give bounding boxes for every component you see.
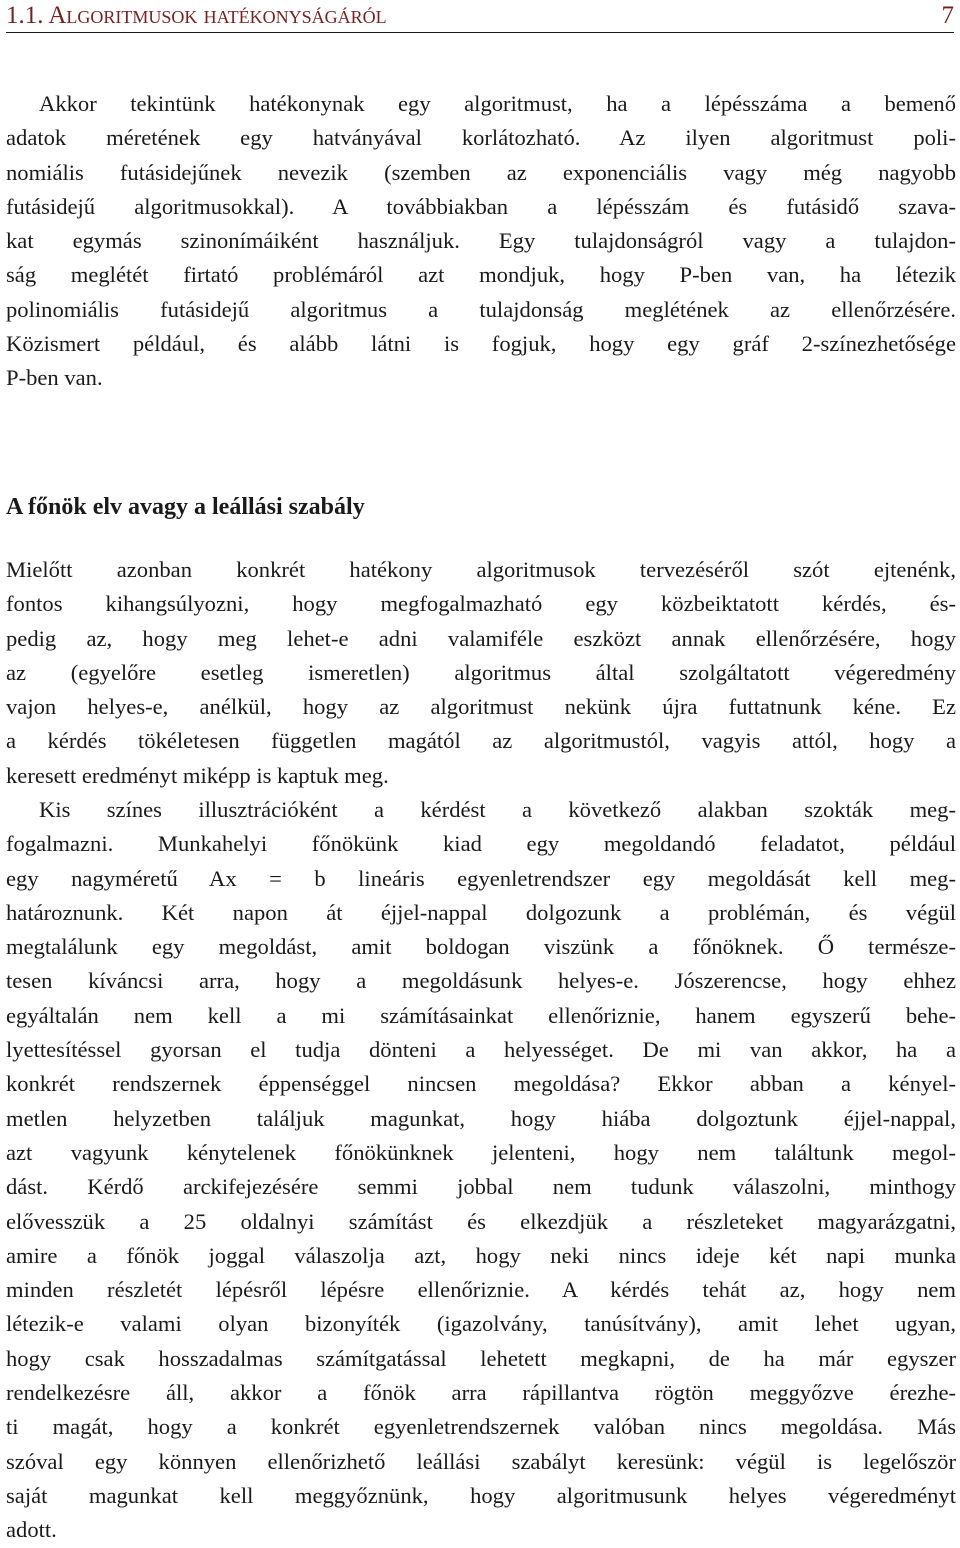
text-line: saját magunkat kell meggyőznünk, hogy algoritmusunk helyes végeredményt	[6, 1482, 956, 1508]
text-line: lyettesítéssel gyorsan el tudja dönteni a helyességet. De mi van akkor, ha a	[6, 1037, 956, 1063]
text-line: a kérdés tökéletesen független magától az algoritmustól, vagyis attól, hogy a	[6, 728, 956, 754]
text-line: megtalálunk egy megoldást, amit boldogan viszünk a főnöknek. Ő természe-	[6, 934, 956, 960]
text-line: Mielőtt azonban konkrét hatékony algoritmusok tervezéséről szót ejtenénk,	[6, 557, 956, 582]
text-line: határoznunk. Két napon át éjjel-nappal dolgozunk a problémán, és végül	[6, 899, 956, 925]
text-line: kat egymás szinonímáiként használjuk. Egy tulajdonságról vagy a tulajdon-	[6, 228, 956, 254]
text-line: adott.	[6, 1517, 57, 1543]
text-line: hogy csak hosszadalmas számítgatással lehetett megkapni, de ha már egyszer	[6, 1345, 956, 1371]
text-line: az (egyelőre esetleg ismeretlen) algoritmus által szolgáltatott végeredmény	[6, 659, 956, 685]
text-line: nomiális futásidejűnek nevezik (szemben az exponenciális vagy még nagyobb	[6, 159, 956, 185]
text-line: futásidejű algoritmusokkal). A továbbiakban a lépésszám és futásidő szava-	[6, 193, 956, 219]
text-line: elővesszük a 25 oldalnyi számítást és elkezdjük a részleteket magyarázgatni,	[6, 1208, 956, 1234]
text-line: minden részletét lépésről lépésre ellenőriznie. A kérdés tehát az, hogy nem	[6, 1277, 956, 1303]
text-line: Akkor tekintünk hatékonynak egy algoritmust, ha a lépésszáma a bemenő	[39, 91, 956, 116]
text-line: metlen helyzetben találjuk magunkat, hogy hiába dolgoztunk éjjel-nappal,	[6, 1105, 956, 1131]
text-line: adatok méretének egy hatványával korlátozható. Az ilyen algoritmust poli-	[6, 125, 956, 151]
text-line: konkrét rendszernek éppenséggel nincsen megoldása? Ekkor abban a kényel-	[6, 1071, 956, 1097]
text-line: amire a főnök joggal válaszolja azt, hogy neki nincs ideje két napi munka	[6, 1242, 956, 1268]
text-line: egy nagyméretű Ax = b lineáris egyenletrendszer egy megoldását kell meg-	[6, 865, 956, 891]
section-paragraph	[6, 793, 956, 1548]
text-line: dást. Kérdő arckifejezésére semmi jobbal nem tudunk válaszolni, minthogy	[6, 1174, 956, 1200]
section-title: A főnök elv avagy a leállási szabály	[6, 494, 365, 520]
text-line: polinomiális futásidejű algoritmus a tulajdonság meglétének az ellenőrzésére.	[6, 296, 956, 322]
text-line: azt vagyunk kénytelenek főnökünknek jelenteni, hogy nem találtunk megol-	[6, 1139, 956, 1165]
intro-paragraph	[6, 87, 956, 396]
text-line: ti magát, hogy a konkrét egyenletrendszernek valóban nincs megoldása. Más	[6, 1414, 956, 1440]
text-line: ság meglétét firtató problémáról azt mondjuk, hogy P-ben van, ha létezik	[6, 262, 956, 288]
text-line: tesen kíváncsi arra, hogy a megoldásunk helyes-e. Jószerencse, hogy ehhez	[6, 968, 956, 994]
text-line: fogalmazni. Munkahelyi főnökünk kiad egy megoldandó feladatot, például	[6, 831, 956, 857]
text-line: Kis színes illusztrációként a kérdést a következő alakban szokták meg-	[39, 797, 956, 822]
text-line: P-ben van.	[6, 365, 103, 391]
text-line: rendelkezésre áll, akkor a főnök arra rápillantva rögtön meggyőzve érezhe-	[6, 1380, 956, 1406]
running-head	[6, 0, 954, 33]
text-line: fontos kihangsúlyozni, hogy megfogalmazható egy közbeiktatott kérdés, és-	[6, 591, 956, 617]
text-line: keresett eredményt miképp is kaptuk meg.	[6, 762, 389, 788]
section-paragraph	[6, 553, 956, 793]
text-line: Közismert például, és alább látni is fogjuk, hogy egy gráf 2-színezhetősége	[6, 331, 956, 357]
text-line: pedig az, hogy meg lehet-e adni valamiféle eszközt annak ellenőrzésére, hogy	[6, 625, 956, 651]
text-line: szóval egy könnyen ellenőrizhető leállási szabályt keresünk: végül is legelőször	[6, 1448, 956, 1474]
page-number: 7	[941, 2, 954, 29]
text-line: vajon helyes-e, anélkül, hogy az algoritmust nekünk újra futtatnunk kéne. Ez	[6, 694, 956, 720]
running-head-title: 1.1. Algoritmusok hatékonyságáról	[6, 2, 387, 29]
text-line: egyáltalán nem kell a mi számításainkat ellenőriznie, hanem egyszerű behe-	[6, 1002, 956, 1028]
text-line: létezik-e valami olyan bizonyíték (igazolvány, tanúsítvány), amit lehet ugyan,	[6, 1311, 956, 1337]
